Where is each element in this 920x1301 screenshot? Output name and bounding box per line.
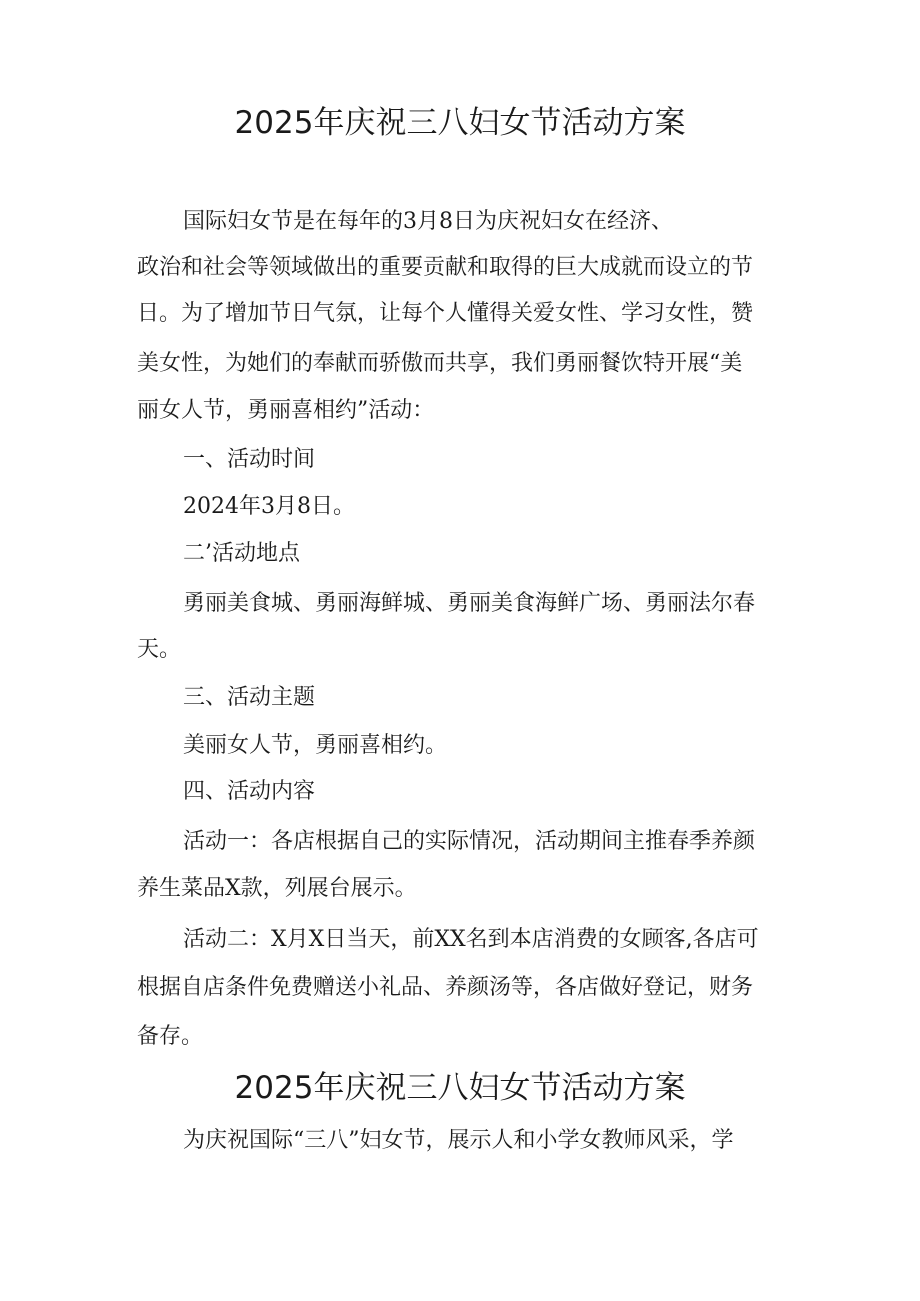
- paragraph-line: 国际妇女节是在每年的3月8日为庆祝妇女在经济、: [183, 209, 673, 234]
- paragraph-line: 养生菜品X款，列展台展示。: [137, 876, 417, 901]
- section-heading: 二’活动地点: [183, 541, 300, 566]
- section-heading: 四、活动内容: [183, 779, 316, 804]
- second-document-title: 2025年庆祝三八妇女节活动方案: [234, 1070, 686, 1106]
- document-title: 2025年庆祝三八妇女节活动方案: [234, 105, 686, 141]
- paragraph-line: 为庆祝国际“三八”妇女节，展示人和小学女教师风采，学: [183, 1128, 734, 1153]
- paragraph-line: 美女性，为她们的奉献而骄傲而共享，我们勇丽餐饮特开展“美: [137, 351, 743, 376]
- paragraph-line: 勇丽美食城、勇丽海鲜城、勇丽美食海鲜广场、勇丽法尔春: [183, 591, 756, 616]
- paragraph-line: 备存。: [137, 1024, 204, 1049]
- paragraph-line: 天。: [137, 637, 182, 662]
- paragraph-line: 活动二：X月X日当天，前XX名到本店消费的女顾客,各店可: [183, 927, 759, 952]
- paragraph-line: 日。为了增加节日气氛，让每个人懂得关爱女性、学习女性，赞: [137, 301, 754, 326]
- paragraph-line: 活动一：各店根据自己的实际情况，活动期间主推春季养颜: [183, 829, 756, 854]
- section-heading: 三、活动主题: [183, 685, 316, 710]
- paragraph-line: 根据自店条件免费赠送小礼品、养颜汤等，各店做好登记，财务: [137, 975, 754, 1000]
- paragraph-line: 2024年3月8日。: [183, 494, 355, 519]
- paragraph-line: 美丽女人节，勇丽喜相约。: [183, 733, 448, 758]
- paragraph-line: 丽女人节，勇丽喜相约”活动：: [137, 398, 435, 423]
- section-heading: 一、活动时间: [183, 447, 316, 472]
- paragraph-line: 政治和社会等领域做出的重要贡献和取得的巨大成就而设立的节: [137, 255, 754, 280]
